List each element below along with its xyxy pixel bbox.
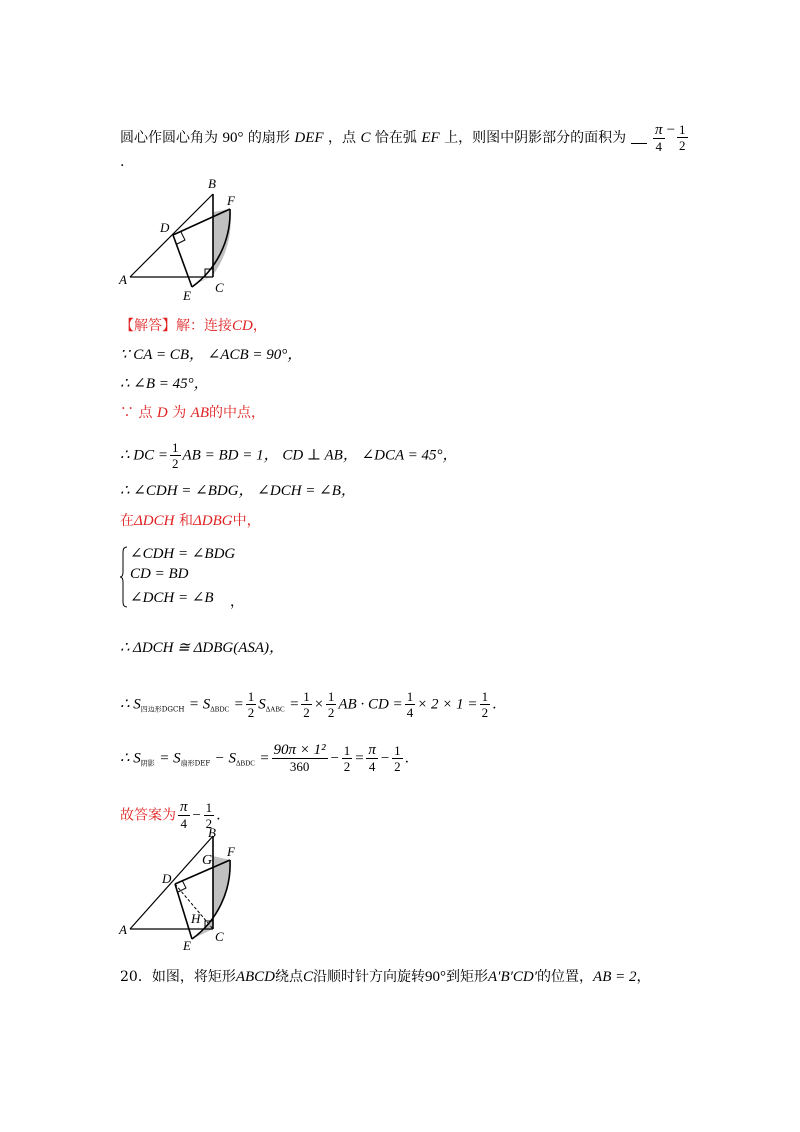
system-line-2: CD = BD bbox=[130, 566, 189, 582]
intro-text-3: ，点 bbox=[327, 130, 356, 146]
label-d: D bbox=[162, 871, 172, 886]
solution-line-2: ∴ ∠B = 45°， bbox=[120, 376, 209, 392]
system-comma: ， bbox=[230, 594, 244, 610]
label-b: B bbox=[208, 826, 216, 840]
label-c: C bbox=[215, 929, 224, 944]
intro-arc: EF bbox=[421, 130, 440, 146]
answer-minus: − bbox=[666, 122, 676, 138]
solution-line-6: 在ΔDCH 和ΔDBG中， bbox=[120, 513, 261, 529]
solution-line-3: ∵ 点 D 为 AB的中点， bbox=[120, 405, 265, 421]
label-a: A bbox=[119, 922, 127, 937]
solution-line-4: ∴ DC = $\frac{1}{2}$ AB = BD = 1， CD ⊥ AB， ∠DCA = 45°， bbox=[120, 440, 458, 471]
system-line-1: ∠CDH = ∠BDG bbox=[130, 546, 236, 562]
brace-icon bbox=[120, 546, 128, 608]
answer-fraction-2: $\frac{1}{2}$ bbox=[679, 122, 686, 153]
solution-line-7: ∴ ΔDCH ≅ ΔDBG(ASA)， bbox=[120, 640, 285, 656]
fraction-half: $\frac{1}{2}$ bbox=[172, 440, 179, 471]
solution-label: 【解答】 bbox=[120, 318, 176, 334]
segment-ab bbox=[130, 194, 213, 277]
shaded-region-lower bbox=[192, 194, 213, 285]
label-h: H bbox=[191, 911, 201, 926]
intro-text-4: 恰在弧 bbox=[374, 130, 417, 146]
intro-text-1: 圆心作圆心角为 bbox=[120, 130, 218, 146]
solution-line-9: ∴ $S_{阴影} = S_{扇形DEF} - S_{\Delta BDC}$ = $\frac{\text{90π × 1²}}{360}$ − $\frac{1}{2}$ = $\frac{\pi}{4}$ − $\frac{1}{2}$ . bbox=[120, 742, 410, 774]
geometry-figure-1 bbox=[115, 172, 255, 302]
segment-ab bbox=[130, 836, 213, 929]
intro-angle: 90° bbox=[222, 130, 244, 146]
label-e: E bbox=[183, 938, 191, 953]
intro-point-c: C bbox=[360, 130, 371, 146]
solution-line-8: ∴ $S_{四边形DGCH} = S_{\Delta BDC}$ = $\frac{1}{2}$ $S_{\Delta ABC}$ = $\frac{1}{2}$ × $\frac{1}{2}$ AB · CD = $\frac{1}{4}$ × 2 × 1 = $\frac{1}{2}$ . bbox=[120, 689, 497, 720]
solution-line-5: ∴ ∠CDH = ∠BDG， ∠DCH = ∠B， bbox=[120, 483, 356, 499]
geometry-figure-2 bbox=[115, 826, 255, 956]
label-e: E bbox=[183, 288, 191, 302]
next-problem-line: 20．如图，将矩形ABCD绕点C沿顺时针方向旋转90°到矩形A′B′CD′的位置，AB = 2， bbox=[120, 969, 651, 985]
intro-text-5: 上，则图中阴影部分的面积为 bbox=[444, 130, 627, 146]
label-f: F bbox=[227, 193, 235, 208]
answer-fraction-1: $\frac{\pi}{4}$ bbox=[655, 122, 663, 154]
label-d: D bbox=[160, 220, 170, 235]
segment-de bbox=[173, 235, 192, 287]
shaded-region-upper bbox=[213, 209, 231, 275]
solution-line-1: ∵ CA = CB， ∠ACB = 90°， bbox=[120, 347, 303, 363]
segment-de bbox=[175, 884, 192, 939]
intro-text-2: 的扇形 bbox=[247, 130, 290, 146]
answer-line: 故答案为 $\frac{\pi}{4}$ − $\frac{1}{2}$ . bbox=[120, 799, 221, 831]
intro-sector: DEF bbox=[294, 130, 324, 146]
system-line-3: ∠DCH = ∠B bbox=[130, 590, 214, 606]
answer-blank bbox=[631, 129, 647, 144]
label-c: C bbox=[215, 280, 224, 295]
solution-heading: 【解答】解：连接CD， bbox=[120, 318, 267, 334]
right-angle-d bbox=[177, 232, 185, 244]
intro-line bbox=[120, 120, 690, 154]
label-b: B bbox=[208, 176, 216, 191]
label-a: A bbox=[119, 272, 127, 287]
label-f: F bbox=[227, 844, 235, 859]
intro-period: . bbox=[120, 154, 125, 170]
label-g: G bbox=[202, 853, 213, 868]
